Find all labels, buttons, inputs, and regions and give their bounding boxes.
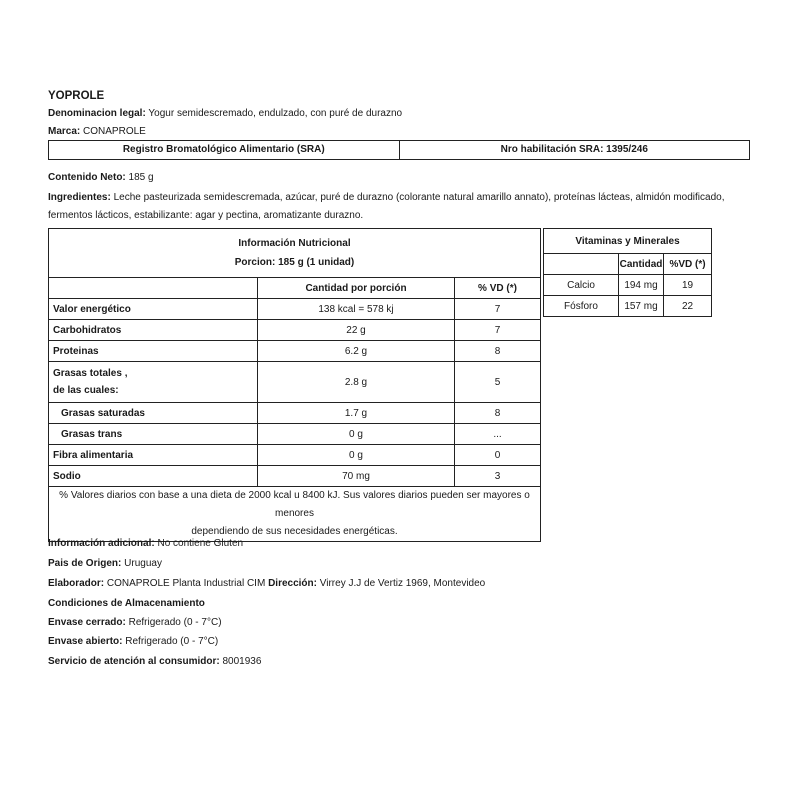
table-row: [49, 403, 541, 424]
contenido-value: 185 g: [128, 172, 154, 183]
pais-label: Pais de Origen:: [48, 558, 122, 569]
pais-line: [48, 558, 162, 570]
envase-abierto-label: Envase abierto:: [48, 636, 123, 647]
nutrient-name: Proteinas: [49, 341, 258, 362]
nutrition-col-blank: [49, 278, 258, 299]
nutrient-vd: 7: [455, 299, 541, 320]
vitamins-col-vd: %VD (*): [664, 254, 712, 275]
mineral-vd: 22: [664, 296, 712, 317]
nutrient-amount: 6.2 g: [258, 341, 455, 362]
mineral-vd: 19: [664, 275, 712, 296]
contenido-line: [48, 172, 154, 184]
mineral-amount: 157 mg: [619, 296, 664, 317]
denominacion-value: Yogur semidescremado, endulzado, con puré de durazno: [148, 108, 403, 119]
ingredientes-paragraph: [48, 189, 758, 225]
nutrient-vd: 0: [455, 445, 541, 466]
nutrient-vd: 7: [455, 320, 541, 341]
nutrient-vd: 8: [455, 403, 541, 424]
nutrient-amount: 22 g: [258, 320, 455, 341]
nutrition-header: [49, 229, 541, 278]
ingredientes-label: Ingredientes:: [48, 192, 111, 203]
info-adicional-value: No contiene Gluten: [157, 538, 244, 549]
nutrient-vd: ...: [455, 424, 541, 445]
direccion-label: Dirección:: [268, 578, 317, 589]
nutrient-name: Fibra alimentaria: [49, 445, 258, 466]
info-adicional-label: Información adicional:: [48, 538, 155, 549]
nutrient-vd: 3: [455, 466, 541, 487]
envase-cerrado-value: Refrigerado (0 - 7°C): [128, 617, 222, 628]
nutrition-col-vd: % VD (*): [455, 278, 541, 299]
nutrition-col-cantidad: Cantidad por porción: [258, 278, 455, 299]
marca-label: Marca:: [48, 126, 81, 137]
nutrient-amount: 70 mg: [258, 466, 455, 487]
table-row: [544, 275, 712, 296]
vitamins-table: [543, 228, 712, 317]
grasas-de-las-cuales-label: de las cuales:: [53, 385, 119, 396]
contenido-label: Contenido Neto:: [48, 172, 126, 183]
envase-abierto-value: Refrigerado (0 - 7°C): [125, 636, 219, 647]
sra-box: [48, 140, 750, 160]
nutrient-amount: 2.8 g: [258, 362, 455, 403]
nutrient-name: Grasas trans: [49, 424, 258, 445]
nutrient-name: Carbohidratos: [49, 320, 258, 341]
nutrient-amount: 138 kcal = 578 kj: [258, 299, 455, 320]
condiciones-heading: Condiciones de Almacenamiento: [48, 598, 205, 609]
nutrient-amount: 1.7 g: [258, 403, 455, 424]
direccion-value: Virrey J.J de Vertiz 1969, Montevideo: [319, 578, 486, 589]
nutrient-vd: 5: [455, 362, 541, 403]
marca-value: CONAPROLE: [83, 126, 146, 137]
table-row: [49, 445, 541, 466]
envase-cerrado-label: Envase cerrado:: [48, 617, 126, 628]
servicio-value: 8001936: [222, 656, 262, 667]
mineral-amount: 194 mg: [619, 275, 664, 296]
denominacion-line: [48, 108, 402, 120]
vitamins-col-cantidad: Cantidad: [619, 254, 664, 275]
nutrient-amount: 0 g: [258, 445, 455, 466]
product-title: YOPROLE: [48, 90, 105, 102]
mineral-name: Fósforo: [544, 296, 619, 317]
table-row: [49, 320, 541, 341]
servicio-label: Servicio de atención al consumidor:: [48, 656, 220, 667]
nutrition-title: Información Nutricional: [238, 238, 351, 249]
nutrient-name: Valor energético: [49, 299, 258, 320]
elaborador-line: [48, 578, 485, 590]
denominacion-label: Denominacion legal:: [48, 108, 146, 119]
nutrient-amount: 0 g: [258, 424, 455, 445]
table-row: [49, 466, 541, 487]
ingredientes-value: Leche pasteurizada semidescremada, azúcar, puré de durazno (colorante natural amarillo annato), proteínas lácteas, almidón modificado, fermentos lácticos, estabilizante: agar y pectina, aromatizante durazno.: [48, 192, 725, 221]
nutrient-vd: 8: [455, 341, 541, 362]
table-row: [49, 424, 541, 445]
table-row: [49, 362, 541, 403]
elaborador-label: Elaborador:: [48, 578, 105, 589]
pais-value: Uruguay: [124, 558, 162, 569]
nutrition-footnote: [49, 487, 541, 542]
servicio-line: [48, 656, 261, 668]
nutrition-portion: Porcion: 185 g (1 unidad): [234, 257, 355, 268]
info-adicional-line: [48, 538, 243, 550]
nutrient-name-grasas: [49, 362, 258, 403]
envase-cerrado-line: [48, 617, 222, 629]
elaborador-value: CONAPROLE Planta Industrial CIM: [106, 578, 266, 589]
nutrition-table: [48, 228, 541, 542]
footnote-line-1: % Valores diarios con base a una dieta de 2000 kcal u 8400 kJ. Sus valores diarios pueden ser mayores o menores: [59, 490, 530, 519]
nutrient-name: Sodio: [49, 466, 258, 487]
sra-registro: Registro Bromatológico Alimentario (SRA): [49, 141, 400, 159]
mineral-name: Calcio: [544, 275, 619, 296]
grasas-totales-label: Grasas totales ,: [53, 368, 128, 379]
footnote-line-2: dependiendo de sus necesidades energéticas.: [191, 526, 398, 537]
sra-habilitacion: Nro habilitación SRA: 1395/246: [500, 144, 648, 155]
envase-abierto-line: [48, 636, 218, 648]
marca-line: [48, 126, 146, 138]
vitamins-col-blank: [544, 254, 619, 275]
vitamins-title: Vitaminas y Minerales: [544, 229, 712, 254]
table-row: [544, 296, 712, 317]
table-row: [49, 299, 541, 320]
nutrient-name: Grasas saturadas: [49, 403, 258, 424]
table-row: [49, 341, 541, 362]
